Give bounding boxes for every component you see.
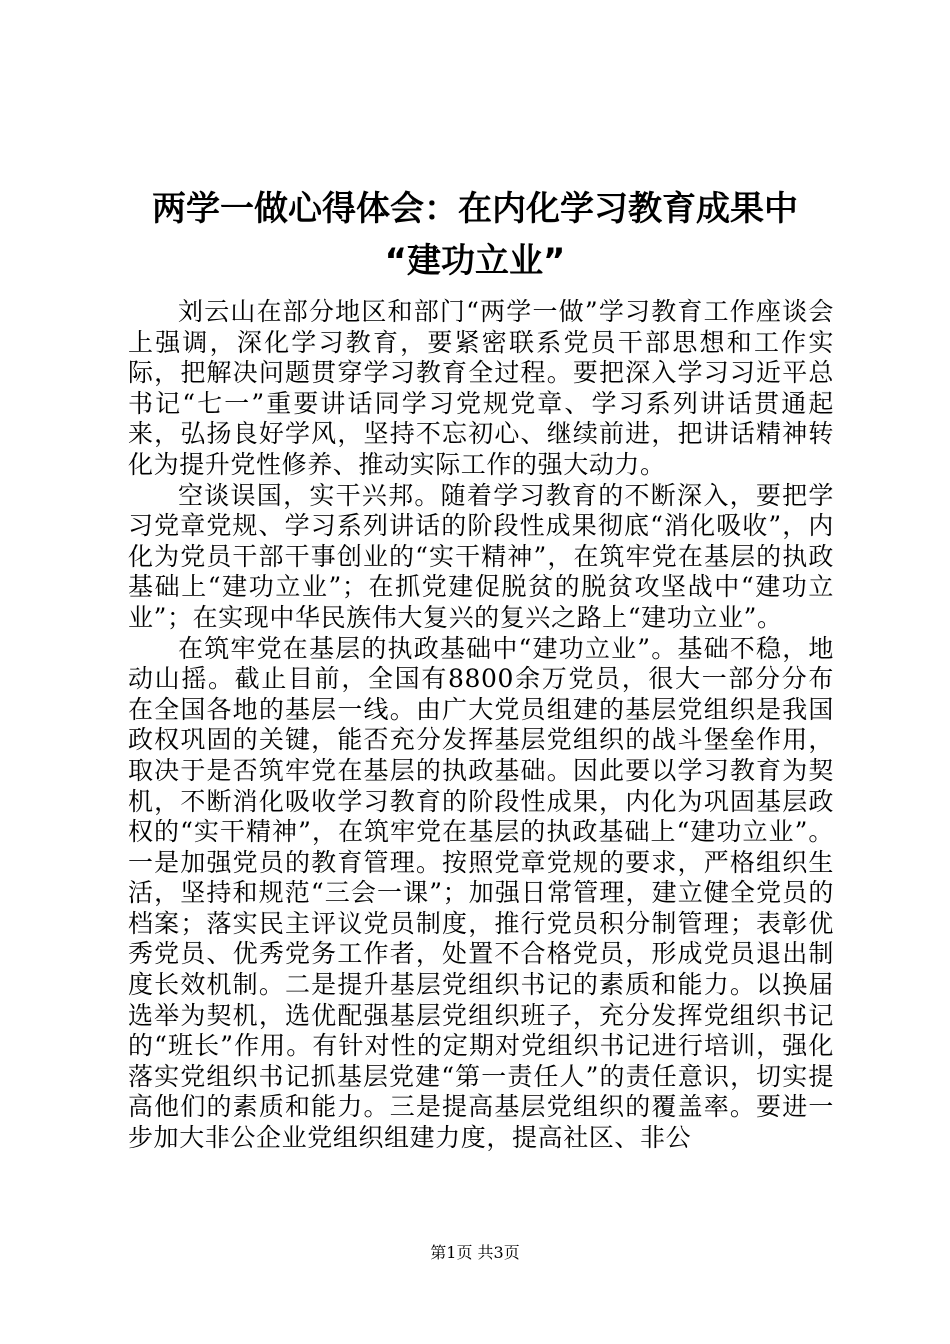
paragraph-1: 刘云山在部分地区和部门“两学一做”学习教育工作座谈会上强调，深化学习教育，要紧密联系党员干部思想和工作实际，把解决问题贯穿学习教育全过程。要把深入学习习近平总书记“七一”重要讲话同学习党规党章、学习系列讲话贯通起来，弘扬良好学风，坚持不忘初心、继续前进，把讲话精神转化为提升党性修养、推动实际工作的强大动力。 xyxy=(128,297,834,479)
paragraph-2: 空谈误国，实干兴邦。随着学习教育的不断深入，要把学习党章党规、学习系列讲话的阶段性成果彻底“消化吸收”，内化为党员干部干事创业的“实干精神”，在筑牢党在基层的执政基础上“建功立业”；在抓党建促脱贫的脱贫攻坚战中“建功立业”；在实现中华民族伟大复兴的复兴之路上“建功立业”。 xyxy=(128,480,834,632)
paragraph-3: 在筑牢党在基层的执政基础中“建功立业”。基础不稳，地动山摇。截止目前，全国有8800余万党员，很大一部分分布在全国各地的基层一线。由广大党员组建的基层党组织是我国政权巩固的关键，能否充分发挥基层党组织的战斗堡垒作用，取决于是否筑牢党在基层的执政基础。因此要以学习教育为契机，不断消化吸收学习教育的阶段性成果，内化为巩固基层政权的“实干精神”，在筑牢党在基层的执政基础上“建功立业”。一是加强党员的教育管理。按照党章党规的要求，严格组织生活，坚持和规范“三会一课”；加强日常管理，建立健全党员的档案；落实民主评议党员制度，推行党员积分制管理；表彰优秀党员、优秀党务工作者，处置不合格党员，形成党员退出制度长效机制。二是提升基层党组织书记的素质和能力。以换届选举为契机，选优配强基层党组织班子，充分发挥党组织书记的“班长”作用。有针对性的定期对党组织书记进行培训，强化落实党组织书记抓基层党建“第一责任人”的责任意识，切实提高他们的素质和能力。三是提高基层党组织的覆盖率。要进一步加大非公企业党组织组建力度，提高社区、非公 xyxy=(128,633,834,1153)
document-body xyxy=(128,297,834,1154)
document-title-line-1: 两学一做心得体会：在内化学习教育成果中 xyxy=(152,189,798,229)
page-footer: 第1页 共3页 xyxy=(430,1243,520,1262)
document-title-line-2: “建功立业” xyxy=(384,241,566,281)
